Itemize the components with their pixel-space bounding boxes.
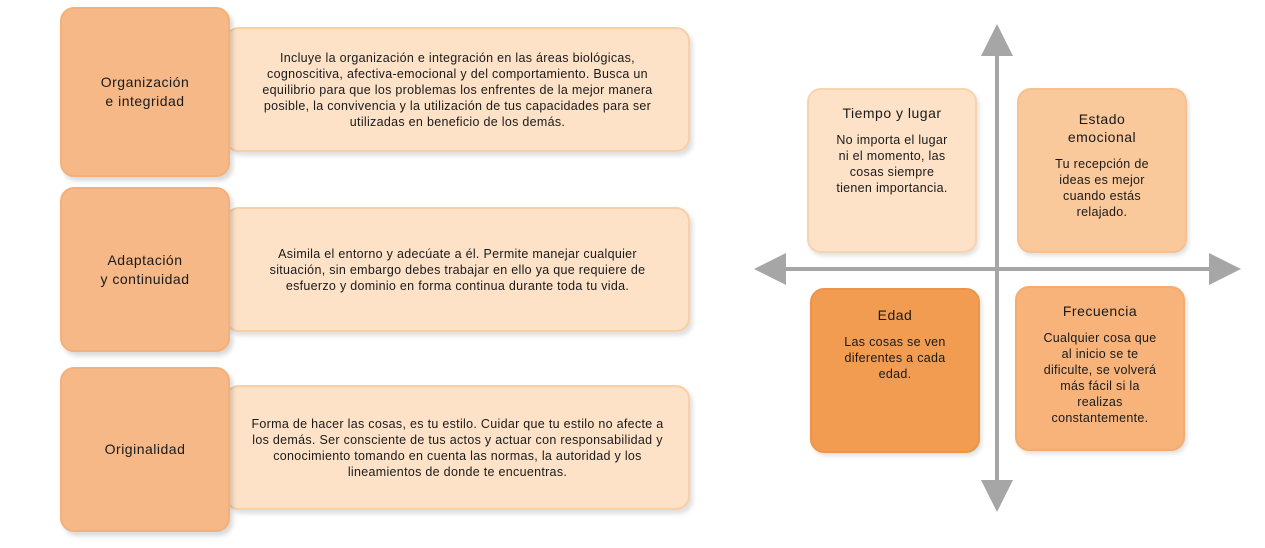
quadrant-text: Las cosas se ven diferentes a cada edad. [844,335,946,381]
quadrant-title: Estado emocional [1067,111,1137,145]
quadrant-top-left [807,88,977,253]
quadrant-bottom-right [1015,286,1185,451]
row-description: Asimila el entorno y adecúate a él. Permite manejar cualquier situación, sin embargo debes trabajar en ello ya que requiere de esfuerzo y dominio en forma continua durante toda tu vida. [269,246,646,293]
row-label: Originalidad [104,441,186,457]
quadrant-text: Tu recepción de ideas es mejor cuando estás relajado. [1055,157,1149,219]
row-description: Forma de hacer las cosas, es tu estilo. Cuidar que tu estilo no afecte a los demás. Ser consciente de tus actos y actuar con responsabilidad y conocimiento tomando en cuenta las normas, la autoridad y los lineamientos de donde te encuentras. [251,416,664,479]
quadrant-title: Tiempo y lugar [842,105,942,121]
quadrant-bottom-left [810,288,980,453]
row-label: Organización e integridad [100,74,190,109]
quadrant-text: Cualquier cosa que al inicio se te dificulte, se volverá más fácil si la realizas constantemente. [1043,331,1157,425]
quadrant-top-right [1017,88,1187,253]
quadrant-text: No importa el lugar ni el momento, las cosas siempre tienen importancia. [836,133,948,195]
quadrant-title: Edad [877,307,913,323]
row-label: Adaptación y continuidad [100,251,190,287]
quadrant-title: Frecuencia [1062,303,1138,319]
row-description: Incluye la organización e integración en las áreas biológicas, cognoscitiva, afectiva-emocional y del comportamiento. Busca un equilibrio para que los problemas los enfrentes de la mejor manera posible, la convivencia y la utilización de tus capacidades para ser utilizadas en beneficio de los demás. [262,50,653,129]
